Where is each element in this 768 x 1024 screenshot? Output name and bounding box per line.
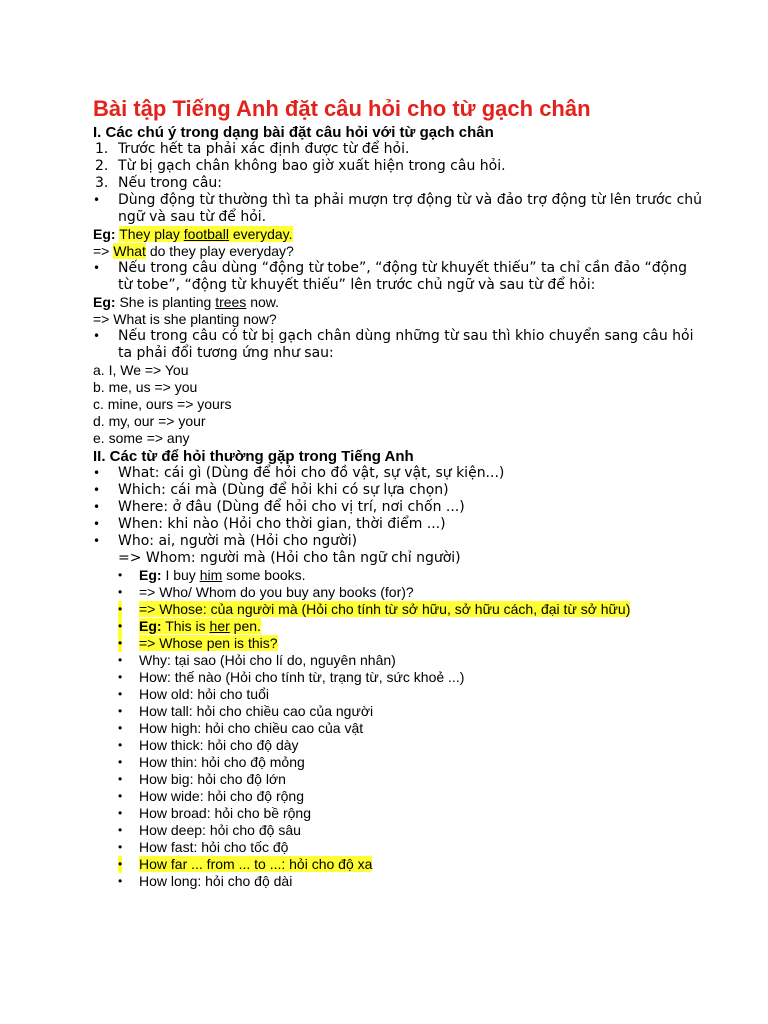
eg-label: Eg: (93, 294, 116, 310)
bullet-glyph: • (118, 619, 123, 633)
eg-post: now. (246, 294, 280, 310)
bullet-glyph: • (118, 670, 123, 684)
list-item (93, 788, 703, 805)
bullet-glyph: • (93, 517, 101, 531)
list-item-text: => Whose pen is this? (139, 635, 278, 651)
list-item-text: How high: hỏi cho chiều cao của vật (139, 720, 364, 736)
bullet-glyph: • (93, 261, 101, 275)
list-item-text: Nếu trong câu dùng “động từ tobe”, “động từ khuyết thiếu” ta chỉ cần đảo “động từ tobe”, “động từ khuyết thiếu” lên trước chủ ngữ và sau từ để hỏi: (118, 260, 687, 293)
bullet-glyph: • (93, 466, 101, 480)
eg-post: pen. (229, 618, 261, 634)
list-item (93, 567, 703, 584)
bullet-glyph: • (118, 704, 123, 718)
list-item (93, 856, 703, 873)
list-item-text: Nếu trong câu có từ bị gạch chân dùng những từ sau thì khio chuyển sang câu hỏi ta phải đổi tương ứng như sau: (118, 328, 694, 361)
list-number: 1. (95, 141, 109, 157)
list-item-text: How broad: hỏi cho bề rộng (139, 805, 311, 821)
list-item (93, 482, 703, 499)
list-item-text: How deep: hỏi cho độ sâu (139, 822, 301, 838)
bullet-glyph: • (118, 806, 123, 820)
list-number: 3. (95, 175, 109, 191)
pronoun-item: e. some => any (93, 430, 190, 446)
bullet-glyph: • (118, 687, 123, 701)
bullet-glyph: • (118, 568, 123, 582)
bullet-glyph: • (118, 585, 123, 599)
bullet-glyph: • (118, 789, 123, 803)
list-item (93, 805, 703, 822)
list-item (93, 533, 703, 550)
list-item (93, 192, 703, 226)
eg-pre: This is (161, 618, 210, 634)
question-word-list (93, 465, 703, 567)
list-item (93, 584, 703, 601)
list-item (93, 839, 703, 856)
pronoun-item: a. I, We => You (93, 362, 189, 378)
section-2-heading: II. Các từ để hỏi thường gặp trong Tiếng Anh (93, 448, 414, 465)
list-item-text: When: khi nào (Hỏi cho thời gian, thời điểm ...) (118, 516, 446, 532)
list-item (93, 652, 703, 669)
example-2 (93, 294, 703, 311)
list-item (93, 618, 703, 635)
eg-underlined: her (209, 618, 230, 634)
list-item (93, 158, 703, 175)
list-item-text: How far ... from ... to ...: hỏi cho độ xa (139, 856, 373, 872)
eg-label: Eg: (93, 226, 116, 242)
eg-post: some books. (222, 567, 306, 583)
list-item-text: What: cái gì (Dùng để hỏi cho đồ vật, sự vật, sự kiện...) (118, 465, 505, 481)
eg-underlined: football (183, 226, 229, 242)
bullet-glyph: • (118, 823, 123, 837)
list-number: 2. (95, 158, 109, 174)
list-item (93, 737, 703, 754)
bullet-glyph: • (118, 874, 123, 888)
list-item (93, 499, 703, 516)
list-item-text: How big: hỏi cho độ lớn (139, 771, 286, 787)
eg-highlight (119, 226, 292, 242)
eg-pre: I buy (161, 567, 200, 583)
list-item-text: => Whose: của người mà (Hỏi cho tính từ sở hữu, sở hữu cách, đại từ sở hữu) (139, 601, 631, 617)
list-item (93, 873, 703, 890)
pronoun-item: d. my, our => your (93, 413, 206, 429)
bullet-glyph: • (118, 857, 123, 871)
whom-line: => Whom: người mà (Hỏi cho tân ngữ chỉ người) (118, 550, 461, 566)
answer-highlight: What (113, 243, 146, 259)
bullet-glyph: • (118, 636, 123, 650)
list-item-text: Từ bị gạch chân không bao giờ xuất hiện trong câu hỏi. (118, 158, 506, 174)
pronoun-item: b. me, us => you (93, 379, 198, 395)
list-item (93, 822, 703, 839)
eg-pre: They play (119, 226, 184, 242)
list-item (93, 516, 703, 533)
bullet-glyph: • (118, 721, 123, 735)
list-item (93, 703, 703, 720)
list-item (93, 328, 703, 362)
answer-rest: do they play everyday? (145, 243, 294, 259)
list-item-text: How old: hỏi cho tuổi (139, 686, 269, 702)
eg-underlined: him (199, 567, 223, 583)
list-item-text: => Who/ Whom do you buy any books (for)? (139, 584, 414, 600)
bullet-glyph: • (93, 193, 101, 207)
eg-label: Eg: (139, 567, 162, 583)
list-item (93, 635, 703, 652)
list-item-text: How thick: hỏi cho độ dày (139, 737, 299, 753)
list-item-text: Why: tại sao (Hỏi cho lí do, nguyên nhân) (139, 652, 396, 668)
section-1-heading: I. Các chú ý trong dạng bài đặt câu hỏi với từ gạch chân (93, 124, 494, 141)
list-item-text: Who: ai, người mà (Hỏi cho người) (118, 533, 358, 549)
bullet-glyph: • (93, 534, 101, 548)
bullet-glyph: • (93, 483, 101, 497)
list-item (93, 465, 703, 482)
list-item-text: How wide: hỏi cho độ rộng (139, 788, 304, 804)
list-item-text: How tall: hỏi cho chiều cao của người (139, 703, 374, 719)
numbered-list (93, 141, 703, 226)
list-item (93, 669, 703, 686)
list-item-text: Which: cái mà (Dùng để hỏi khi có sự lựa chọn) (118, 482, 449, 498)
list-item-text: How: thế nào (Hỏi cho tính từ, trạng từ, sức khoẻ ...) (139, 669, 465, 685)
pronoun-item: c. mine, ours => yours (93, 396, 232, 412)
bullet-glyph: • (118, 653, 123, 667)
list-item (93, 771, 703, 788)
list-item (93, 754, 703, 771)
pronoun-list (93, 362, 703, 447)
list-item-text: How fast: hỏi cho tốc độ (139, 839, 289, 855)
answer-1 (93, 243, 703, 260)
eg-pre: She is planting (115, 294, 216, 310)
list-item (93, 686, 703, 703)
list-item (93, 720, 703, 737)
list-item-text: Dùng động từ thường thì ta phải mượn trợ động từ và đảo trợ động từ lên trước chủ ngữ và sau từ để hỏi. (118, 192, 703, 225)
bullet-glyph: • (93, 500, 101, 514)
page-title: Bài tập Tiếng Anh đặt câu hỏi cho từ gạch chân (93, 96, 591, 121)
list-item-text: Trước hết ta phải xác định được từ để hỏi. (118, 141, 410, 157)
example-1 (93, 226, 703, 243)
bullet-glyph: • (118, 840, 123, 854)
eg-post: everyday. (228, 226, 293, 242)
bullet-glyph: • (118, 738, 123, 752)
eg-label: Eg: (139, 618, 162, 634)
list-item-text: How long: hỏi cho độ dài (139, 873, 293, 889)
eg-highlight (139, 618, 261, 634)
list-item (93, 601, 703, 618)
document-page (93, 95, 703, 890)
bullet-glyph: • (93, 329, 101, 343)
bullet-glyph: • (118, 602, 123, 616)
eg-underlined: trees (215, 294, 247, 310)
list-item (93, 260, 703, 294)
bullet-glyph: • (118, 772, 123, 786)
list-item (93, 175, 703, 192)
list-item-text: Where: ở đâu (Dùng để hỏi cho vị trí, nơi chốn ...) (118, 499, 465, 515)
list-item-text: Nếu trong câu: (118, 175, 222, 191)
sub-list (93, 567, 703, 890)
bullet-glyph: • (118, 755, 123, 769)
answer-prefix: => (93, 243, 114, 259)
list-item-text: How thin: hỏi cho độ mỏng (139, 754, 305, 770)
answer-2: => What is she planting now? (93, 311, 277, 327)
list-item (93, 141, 703, 158)
